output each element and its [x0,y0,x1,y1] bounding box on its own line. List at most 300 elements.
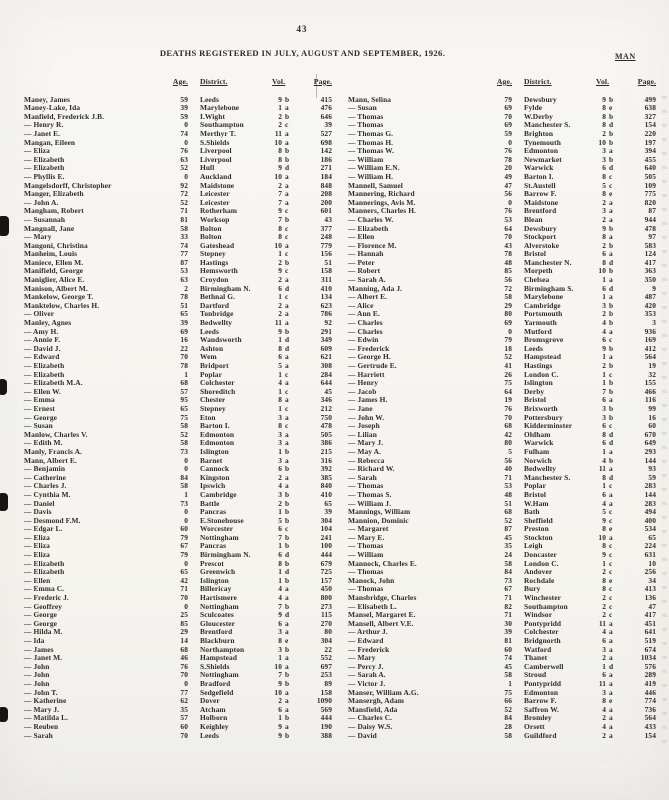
vol-letter-cell: c [609,515,613,525]
vol-letter-cell: c [285,421,289,431]
vol-num-cell: 5 [278,515,282,525]
district-cell: Liverpool [200,154,232,164]
name-cell: — Elizabeth [24,369,65,379]
vol-letter-cell: b [285,154,290,164]
vol-letter-cell: c [609,550,613,560]
name-cell: Mangham, Robert [24,206,84,216]
vol-num-cell: 8 [278,232,282,242]
page-cell: 80 [324,627,332,637]
vol-letter-cell: e [609,696,613,706]
vol-num-cell: 3 [602,644,606,654]
name-cell: Mansel, Margaret E. [348,610,416,620]
page-cell: 241 [320,532,332,542]
name-cell: Maniece, Ellen M. [24,257,84,267]
vol-num-cell: 4 [602,704,606,714]
name-cell: Mangelsdorff, Christopher [24,180,112,190]
vol-num-cell: 1 [602,352,606,362]
vol-letter-cell: b [609,137,614,147]
age-cell: 76 [504,206,512,216]
page-cell: 16 [648,412,656,422]
vol-letter-cell: a [285,721,289,731]
page-cell: 779 [320,240,332,250]
district-cell: Islington [524,378,553,388]
district-cell: E.Stonehouse [200,515,244,525]
vol-num-cell: 8 [602,575,606,585]
name-cell: Mannering, Richard [348,189,415,199]
age-cell: 66 [504,696,512,706]
age-cell: 0 [184,558,188,568]
name-cell: — Elizabeth [24,361,65,370]
vol-letter-cell: d [609,472,614,482]
vol-num-cell: 2 [602,128,606,138]
page-cell: 89 [324,678,332,688]
vol-num-cell: 6 [602,395,606,405]
name-cell: — Elisabeth L. [348,601,397,611]
vol-num-cell: 1 [278,369,282,379]
vol-num-cell: 4 [278,378,282,388]
age-cell: 70 [504,232,512,242]
vol-letter-cell: b [609,343,614,353]
district-cell: S.Shields [200,661,230,671]
age-cell: 71 [180,584,188,594]
age-cell: 52 [180,429,188,439]
district-cell: Barrow F. [524,189,557,199]
age-cell: 1 [184,369,188,379]
vol-num-cell: 6 [602,163,606,173]
name-cell: — William [348,550,384,560]
page-cell: 1034 [640,653,656,663]
vol-num-cell: 1 [278,249,282,259]
district-cell: Bristol [524,489,547,499]
district-cell: Chester [200,395,226,405]
vol-num-cell: 2 [278,275,282,285]
vol-letter-cell: a [609,395,613,405]
page-cell: 59 [648,472,656,482]
vol-letter-cell: b [285,214,290,224]
name-cell: Mann, Albert E. [24,455,77,465]
age-cell: 58 [504,292,512,302]
vol-letter-cell: d [285,343,290,353]
age-cell: 67 [180,541,188,551]
page-cell: 158 [320,687,332,697]
district-cell: Saffron W. [524,704,559,714]
age-cell: 80 [504,438,512,448]
page-cell: 291 [320,326,332,336]
vol-letter-cell: c [285,386,289,396]
district-cell: Stockton [524,532,553,542]
vol-num-cell: 3 [278,438,282,448]
vol-letter-cell: a [285,137,289,147]
vol-letter-cell: c [609,171,613,181]
age-cell: 0 [184,464,188,474]
vol-letter-cell: b [285,575,290,585]
district-cell: S.Shields [200,137,230,147]
vol-num-cell: 8 [602,524,606,534]
vol-letter-cell: a [609,197,613,207]
vol-letter-cell: a [285,472,289,482]
vol-num-cell: 1 [602,378,606,388]
vol-letter-cell: b [285,678,290,688]
age-cell: 70 [504,412,512,422]
page-cell: 109 [644,180,656,190]
page-cell: 136 [644,593,656,603]
name-cell: — Thomas [348,120,384,130]
vol-num-cell: 3 [602,206,606,216]
name-cell: — Desmond F.M. [24,515,81,525]
name-cell: — Edith M. [24,438,63,448]
district-cell: London C. [524,558,559,568]
name-cell: — Charles C. [348,713,393,723]
district-cell: Barton I. [524,171,554,181]
vol-letter-cell: c [285,266,289,276]
age-cell: 85 [180,618,188,628]
vol-letter-cell: b [285,326,290,336]
name-cell: — Susan [348,103,377,113]
district-cell: Doncaster [524,550,557,560]
page-cell: 505 [320,429,332,439]
age-cell: 35 [180,704,188,714]
vol-letter-cell: e [285,636,289,645]
page-cell: 158 [320,266,332,276]
vol-letter-cell: a [609,678,613,688]
age-cell: 40 [504,464,512,474]
name-cell: — Daniel [24,498,55,508]
vol-num-cell: 2 [602,361,606,370]
district-cell: Northampton [200,644,245,654]
vol-num-cell: 10 [598,137,606,147]
vol-letter-cell: a [609,498,613,508]
page-cell: 564 [644,352,656,362]
vol-num-cell: 11 [274,318,282,328]
name-cell: — Gertrude E. [348,361,397,370]
district-cell: Dewsbury [524,223,557,233]
age-cell: 79 [180,532,188,542]
vol-num-cell: 9 [278,721,282,731]
vol-num-cell: 9 [278,266,282,276]
age-cell: 16 [180,335,188,345]
vol-letter-cell: a [285,412,289,422]
name-cell: Mangan, Eileen [24,137,76,147]
age-cell: 77 [180,249,188,259]
vol-letter-cell: b [285,644,290,654]
vol-num-cell: 1 [602,446,606,456]
page-cell: 392 [320,464,332,474]
vol-letter-cell: b [609,378,614,388]
vol-letter-cell: a [609,721,613,731]
district-cell: Nottingham [200,601,239,611]
name-cell: — Edwin [348,335,379,345]
vol-letter-cell: a [609,146,613,156]
page-cell: 564 [644,713,656,723]
age-cell: 0 [184,171,188,181]
vol-letter-cell: a [609,249,613,259]
age-cell: 81 [180,214,188,224]
district-cell: Barton I. [200,421,230,431]
page-cell: 774 [644,696,656,706]
age-cell: 47 [504,180,512,190]
vol-num-cell: 8 [602,103,606,113]
district-cell: Hartismere [200,593,237,603]
vol-letter-cell: d [285,163,290,173]
vol-letter-cell: c [285,369,289,379]
name-cell: — Florence M. [348,240,397,250]
name-cell: Manock, John [348,575,395,585]
name-cell: Mannings, William [348,507,411,517]
vol-num-cell: 8 [602,696,606,706]
page-cell: 289 [644,670,656,680]
age-cell: 52 [504,704,512,714]
name-cell: — Robert [348,266,381,276]
vol-letter-cell: a [285,429,289,439]
district-cell: Gateshead [200,240,235,250]
age-cell: 76 [180,146,188,156]
page-cell: 19 [648,361,656,370]
vol-num-cell: 1 [278,567,282,577]
age-cell: 69 [504,318,512,328]
vol-letter-cell: a [285,618,289,628]
age-cell: 45 [504,661,512,671]
name-cell: — David [348,730,377,740]
vol-num-cell: 3 [602,687,606,697]
vol-num-cell: 8 [602,257,606,267]
name-cell: Mansfield, Ada [348,704,398,714]
page-cell: 134 [320,292,332,302]
vol-letter-cell: a [285,395,289,405]
name-cell: — Frederic J. [24,593,69,603]
name-cell: — George H. [348,352,391,362]
page-cell: 22 [324,644,332,654]
vol-letter-cell: a [609,232,613,242]
vol-letter-cell: a [609,352,613,362]
page-cell: 157 [320,575,332,585]
vol-letter-cell: d [609,283,614,293]
vol-num-cell: 2 [602,593,606,603]
page-cell: 679 [320,558,332,568]
name-cell: — Jane [348,403,373,413]
page-cell: 142 [320,146,332,156]
age-cell: 52 [504,515,512,525]
vol-num-cell: 7 [278,214,282,224]
district-cell: Stepney [200,249,226,259]
age-cell: 2 [184,283,188,293]
district-cell: Birmingham S. [524,283,574,293]
vol-letter-cell: b [285,507,290,517]
vol-num-cell: 3 [278,627,282,637]
page-cell: 583 [644,240,656,250]
name-cell: — John [24,661,50,671]
age-cell: 65 [180,403,188,413]
age-cell: 60 [180,721,188,731]
vol-num-cell: 9 [278,730,282,740]
vol-num-cell: 11 [598,618,606,628]
age-cell: 74 [504,653,512,663]
name-cell: — Phyllis E. [24,171,65,181]
vol-letter-cell: b [285,713,290,723]
district-cell: Brentford [524,206,557,216]
page-cell: 304 [320,636,332,645]
name-cell: — Victor J. [348,678,386,688]
vol-letter-cell: d [609,163,614,173]
left-column [24,78,332,740]
vol-num-cell: 9 [278,610,282,620]
vol-num-cell: 1 [278,541,282,551]
page-number: 43 [296,24,308,34]
vol-letter-cell: c [609,421,613,431]
name-cell: — Thomas [348,111,384,121]
district-cell: Camberwell [524,661,564,671]
page-cell: 350 [644,275,656,285]
vol-num-cell: 2 [278,111,282,121]
district-cell: Leeds [200,730,219,740]
vol-letter-cell: b [285,532,290,542]
name-cell: — Sarah A. [348,275,386,285]
page-cell: 446 [644,687,656,697]
vol-num-cell: 2 [602,730,606,740]
name-cell: Mansell, Albert V.E. [348,618,414,628]
vol-num-cell: 2 [602,567,606,577]
age-cell: 52 [180,163,188,173]
age-cell: 92 [180,180,188,190]
district-cell: Bethnal G. [200,292,236,302]
age-cell: 56 [504,455,512,465]
page-cell: 631 [644,550,656,560]
page-cell: 293 [644,446,656,456]
vol-letter-cell: a [609,214,613,224]
age-cell: 57 [180,386,188,396]
name-cell: — Sarah [24,730,53,740]
district-cell: Yarmouth [524,318,557,328]
name-cell: — William [348,154,384,164]
vol-letter-cell: c [609,567,613,577]
vol-num-cell: 9 [278,678,282,688]
district-cell: Keighley [200,721,229,731]
vol-num-cell: 8 [278,146,282,156]
vol-letter-cell: a [609,206,613,216]
vol-num-cell: 3 [602,403,606,413]
name-cell: — Arthur J. [348,627,388,637]
age-cell: 51 [180,300,188,310]
page-cell: 253 [320,670,332,680]
district-cell: Warwick [524,438,554,448]
vol-letter-cell: a [285,661,289,671]
vol-num-cell: 9 [278,326,282,336]
name-cell: — Harriett [348,369,385,379]
vol-letter-cell: b [285,498,290,508]
vol-num-cell: 11 [274,128,282,138]
district-cell: Maidstone [524,197,559,207]
district-cell: Poplar [200,369,222,379]
page-cell: 155 [644,378,656,388]
vol-num-cell: 10 [274,661,282,671]
district-cell: Thanet [524,653,548,663]
age-cell: 45 [504,532,512,542]
age-cell: 81 [504,636,512,645]
name-cell: Mannerings, Avis M. [348,197,416,207]
name-cell: — George [24,412,58,422]
page-cell: 270 [320,618,332,628]
name-cell: — Mary J. [24,704,60,714]
page-cell: 415 [320,94,332,104]
page-cell: 775 [644,189,656,199]
vol-letter-cell: b [609,361,614,370]
district-cell: Alverstoke [524,240,560,250]
page-cell: 34 [648,575,656,585]
district-cell: Birmingham N. [200,283,251,293]
vol-letter-cell: e [609,524,613,534]
district-cell: Guildford [524,730,557,740]
vol-letter-cell: a [609,636,613,645]
page-cell: 1090 [316,696,332,706]
name-cell: — William H. [348,171,394,181]
page-cell: 273 [320,601,332,611]
age-cell: 62 [180,696,188,706]
age-cell: 58 [504,670,512,680]
age-cell: 65 [180,309,188,319]
vol-num-cell: 2 [602,653,606,663]
age-cell: 59 [180,94,188,104]
page-cell: 848 [320,180,332,190]
name-cell: — Benjamin [24,464,66,474]
district-cell: Kidderminster [524,421,573,431]
name-cell: — May A. [348,446,382,456]
vol-letter-cell: b [609,300,614,310]
vol-letter-cell: a [609,326,613,336]
age-cell: 53 [180,266,188,276]
vol-letter-cell: b [609,403,614,413]
page-cell: 505 [644,171,656,181]
page-cell: 840 [320,481,332,491]
district-cell: Winchester [524,593,561,603]
page-cell: 455 [644,154,656,164]
district-cell: Atcham [200,704,226,714]
district-cell: Brighton [524,128,554,138]
vol-num-cell: 6 [602,335,606,345]
vol-num-cell: 6 [602,670,606,680]
vol-letter-cell: b [285,541,290,551]
age-cell: 43 [504,240,512,250]
name-cell: — Janet E. [24,128,61,138]
district-header: District. [200,77,228,86]
age-cell: 0 [184,455,188,465]
vol-letter-cell: b [609,154,614,164]
page-cell: 641 [644,627,656,637]
vol-num-cell: 2 [278,120,282,130]
age-cell: 42 [180,575,188,585]
vol-num-cell: 8 [602,120,606,130]
district-cell: Bedwellty [524,464,557,474]
vol-letter-cell: e [609,575,613,585]
name-cell: — Percy J. [348,661,384,671]
name-cell: Manners, Charles H. [348,206,417,216]
district-cell: Bradford [200,678,231,688]
vol-num-cell: 1 [278,575,282,585]
vol-num-cell: 5 [278,361,282,370]
vol-letter-cell: a [609,464,613,474]
vol-num-cell: 2 [602,713,606,723]
name-header [24,78,166,87]
age-cell: 57 [180,713,188,723]
name-cell: — Mary J. [348,438,384,448]
vol-num-cell: 1 [602,661,606,671]
name-cell: Manktelow, Charles H. [24,300,100,310]
page-cell: 283 [644,498,656,508]
district-cell: Fylde [524,103,543,113]
vol-letter-cell: b [285,515,290,525]
age-cell: 65 [180,567,188,577]
page-cell: 412 [644,343,656,353]
vol-letter-cell: c [285,249,289,259]
vol-num-cell: 8 [602,171,606,181]
